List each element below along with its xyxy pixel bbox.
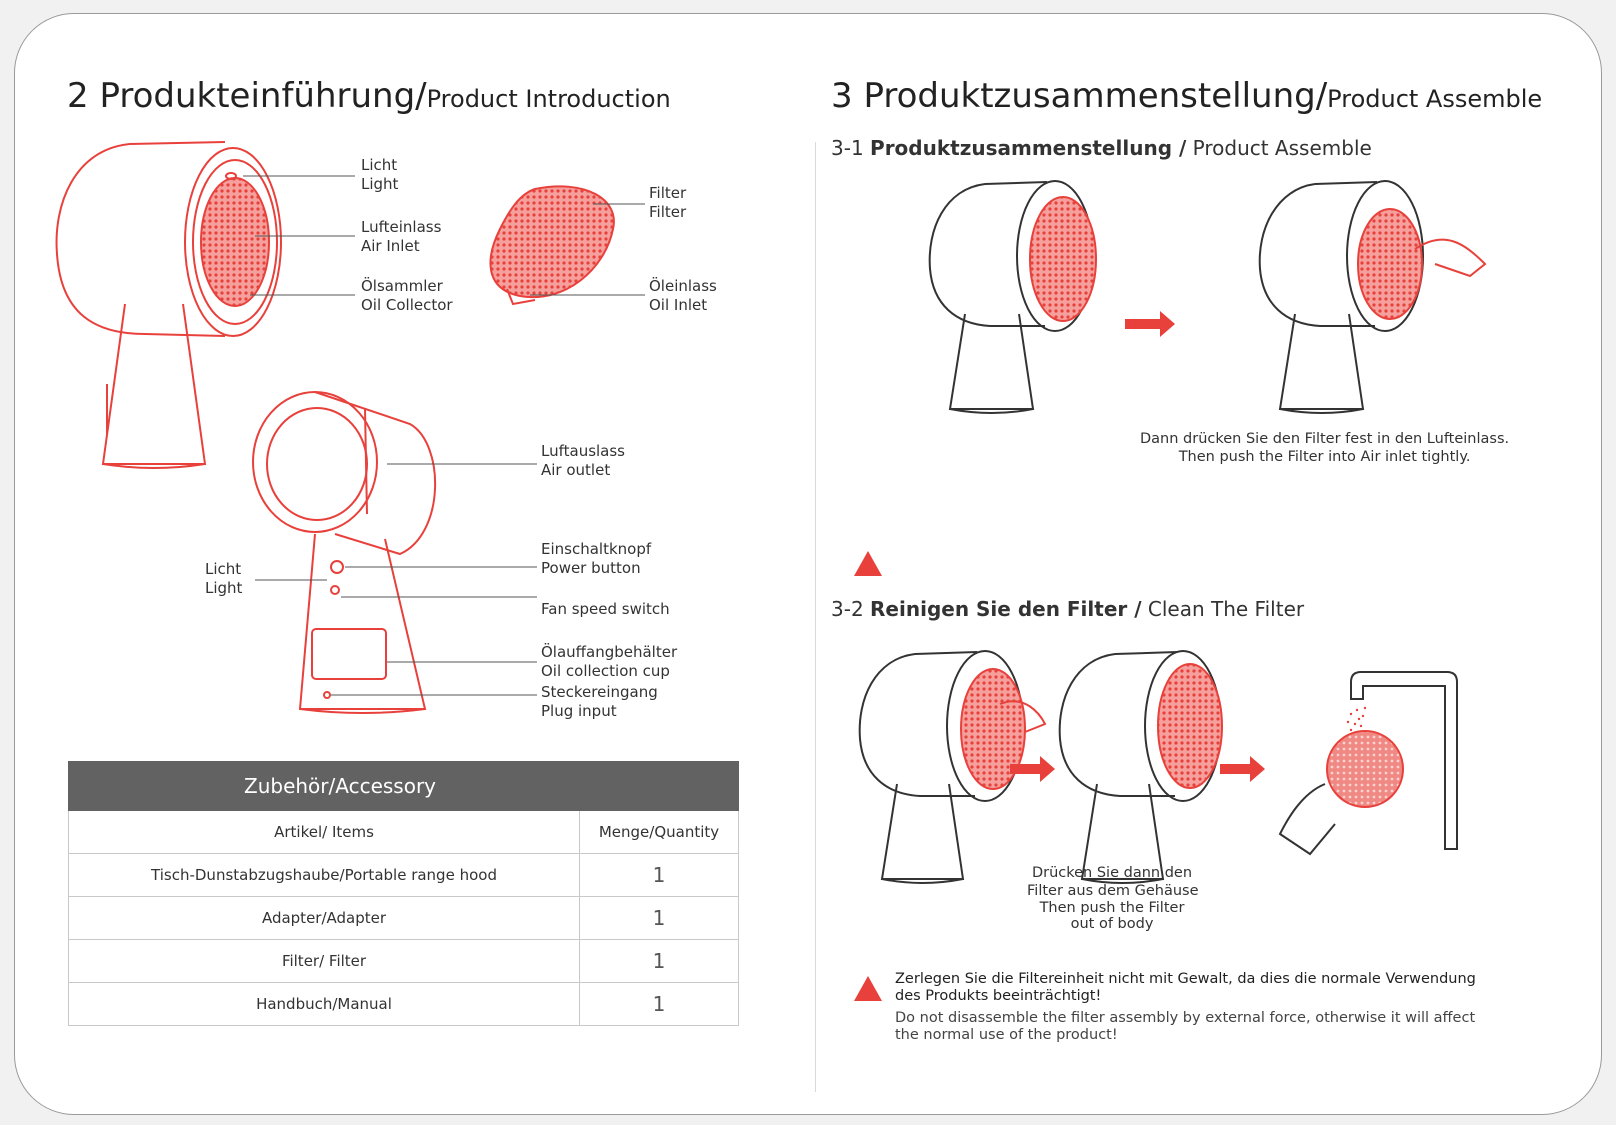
assemble-arrow-1 xyxy=(1125,311,1175,337)
label-air-inlet: Lufteinlass Air Inlet xyxy=(361,218,442,255)
table-row: Filter/ Filter 1 xyxy=(69,940,739,983)
clean-device-2 xyxy=(1060,651,1222,883)
manual-page xyxy=(14,13,1602,1115)
label-air-outlet: Luftauslass Air outlet xyxy=(541,442,626,479)
section2-title-de: 2 Produkteinführung/ xyxy=(67,76,427,116)
accessory-table xyxy=(68,761,739,1026)
assemble-device-1 xyxy=(930,181,1096,413)
accessory-table-header xyxy=(69,811,739,854)
column-divider xyxy=(815,142,816,1092)
section3-title xyxy=(831,76,1542,116)
label-oil-cup: Ölauffangbehälter Oil collection cup xyxy=(541,643,678,680)
section2-title-en: Product Introduction xyxy=(426,85,671,113)
device-front-view xyxy=(253,392,435,713)
label-filter: Filter Filter xyxy=(649,184,687,221)
label-plug-input: Steckereingang Plug input xyxy=(541,683,658,720)
warning-icon xyxy=(860,545,892,577)
faucet-rinse xyxy=(1280,672,1457,854)
col-items: Artikel/ Items xyxy=(69,811,580,854)
assemble-caption: Dann drücken Sie den Filter fest in den Lufteinlass. Then push the Filter into Air inlet tightly. xyxy=(1140,431,1510,465)
warning-text-en: Do not disassemble the filter assembly by external force, otherwise it will affect the normal use of the product! xyxy=(895,1010,1476,1043)
section3-title-de: 3 Produktzusammenstellung/ xyxy=(831,76,1328,116)
label-fan-speed: Fan speed switch xyxy=(541,600,670,618)
assemble-device-2 xyxy=(1260,181,1485,413)
table-row: Adapter/Adapter 1 xyxy=(69,897,739,940)
label-oil-collector: Ölsammler Oil Collector xyxy=(361,277,453,314)
subsection-3-1-title: 3-1 Produktzusammenstellung / Product Assemble xyxy=(831,136,1372,160)
water-drops xyxy=(1347,707,1366,731)
clean-caption: Drücken Sie dann den Filter aus dem Gehäuse Then push the Filter out of body xyxy=(1027,865,1199,932)
section3-title-en: Product Assemble xyxy=(1327,85,1543,113)
label-power-button: Einschaltknopf Power button xyxy=(541,540,652,577)
label-oil-inlet: Öleinlass Oil Inlet xyxy=(649,277,717,314)
subsection-3-2-title: 3-2 Reinigen Sie den Filter / Clean The Filter xyxy=(831,597,1305,621)
warning-icon-bottom xyxy=(853,969,885,1001)
warning-text-de: Zerlegen Sie die Filtereinheit nicht mit Gewalt, da dies die normale Verwendung des Produkts beeinträchtigt! xyxy=(895,971,1476,1004)
clean-arrow-2 xyxy=(1220,756,1265,782)
label-light-2: Licht Light xyxy=(205,560,243,597)
table-row: Tisch-Dunstabzugshaube/Portable range hood 1 xyxy=(69,854,739,897)
col-quantity: Menge/Quantity xyxy=(580,811,739,854)
accessory-table-title: Zubehör/Accessory xyxy=(69,762,739,811)
section2-title xyxy=(67,76,671,116)
device-side-view xyxy=(57,142,281,468)
table-row: Handbuch/Manual 1 xyxy=(69,983,739,1026)
label-light: Licht Light xyxy=(361,156,399,193)
